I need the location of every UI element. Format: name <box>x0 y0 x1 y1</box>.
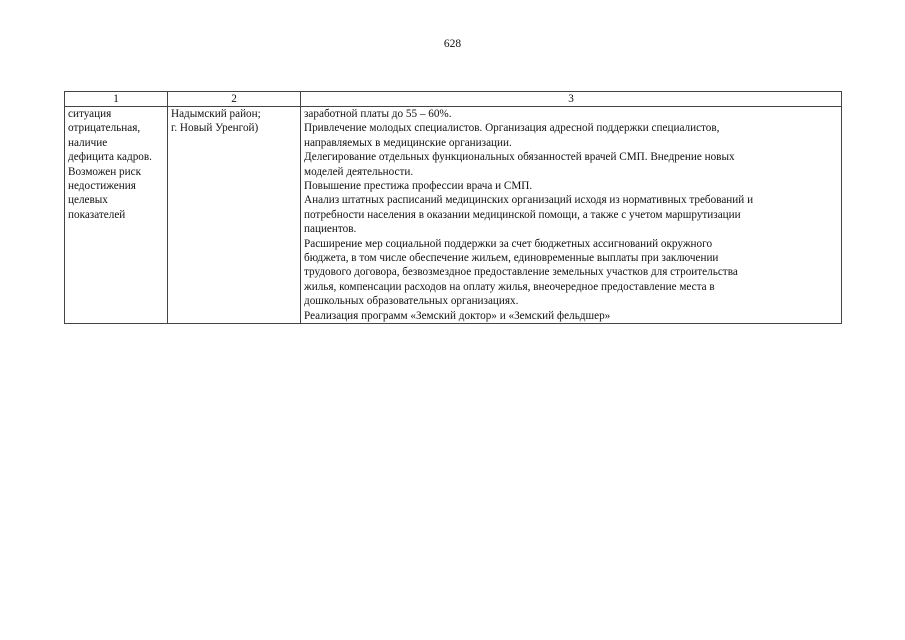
cell-line: заработной платы до 55 – 60%. <box>304 108 452 120</box>
table-row <box>65 107 842 324</box>
cell-line: потребности населения в оказании медицинской помощи, а также с учетом маршрутизации <box>304 208 741 221</box>
cell-line: недостижения <box>68 180 136 193</box>
cell-line: Расширение мер социальной поддержки за счет бюджетных ассигнований окружного <box>304 237 713 250</box>
cell-line: Анализ штатных расписаний медицинских организаций исходя из нормативных требований и <box>304 194 754 207</box>
page-number: 628 <box>443 38 462 50</box>
cell-line: ситуация <box>68 108 112 120</box>
cell-line: Надымский район; <box>171 108 261 120</box>
cell-line: Повышение престижа профессии врача и СМП. <box>304 180 533 193</box>
measures-table <box>64 91 842 324</box>
cell-line: дошкольных образовательных организациях. <box>304 295 519 308</box>
cell-line: целевых <box>68 194 108 207</box>
cell-line: г. Новый Уренгой) <box>171 122 259 135</box>
risk-description-cell <box>65 107 168 324</box>
cell-line: пациентов. <box>304 223 357 236</box>
cell-line: бюджета, в том числе обеспечение жильем, единовременные выплаты при заключении <box>304 252 719 265</box>
cell-line: отрицательная, <box>68 122 141 135</box>
cell-line: направляемых в медицинские организации. <box>304 136 512 149</box>
table-header-row <box>65 92 842 107</box>
cell-line: трудового договора, безвозмездное предоставление земельных участков для строительства <box>304 266 738 279</box>
cell-line: моделей деятельности. <box>304 165 414 178</box>
cell-line: показателей <box>68 208 126 221</box>
cell-line: Возможен риск <box>68 165 142 178</box>
cell-line: Делегирование отдельных функциональных обязанностей врачей СМП. Внедрение новых <box>304 151 735 164</box>
territory-cell <box>168 107 301 324</box>
measures-cell <box>301 107 842 324</box>
cell-line: жилья, компенсации расходов на оплату жилья, внеочередное предоставление места в <box>304 280 715 293</box>
table-header-col-2: 2 <box>168 92 301 107</box>
cell-line: Реализация программ «Земский доктор» и «Земский фельдшер» <box>304 309 611 322</box>
cell-line: наличие <box>68 136 108 149</box>
table-header-col-3: 3 <box>301 92 842 107</box>
table-header-col-1: 1 <box>65 92 168 107</box>
cell-line: дефицита кадров. <box>68 151 152 164</box>
cell-line: Привлечение молодых специалистов. Организация адресной поддержки специалистов, <box>304 122 720 135</box>
